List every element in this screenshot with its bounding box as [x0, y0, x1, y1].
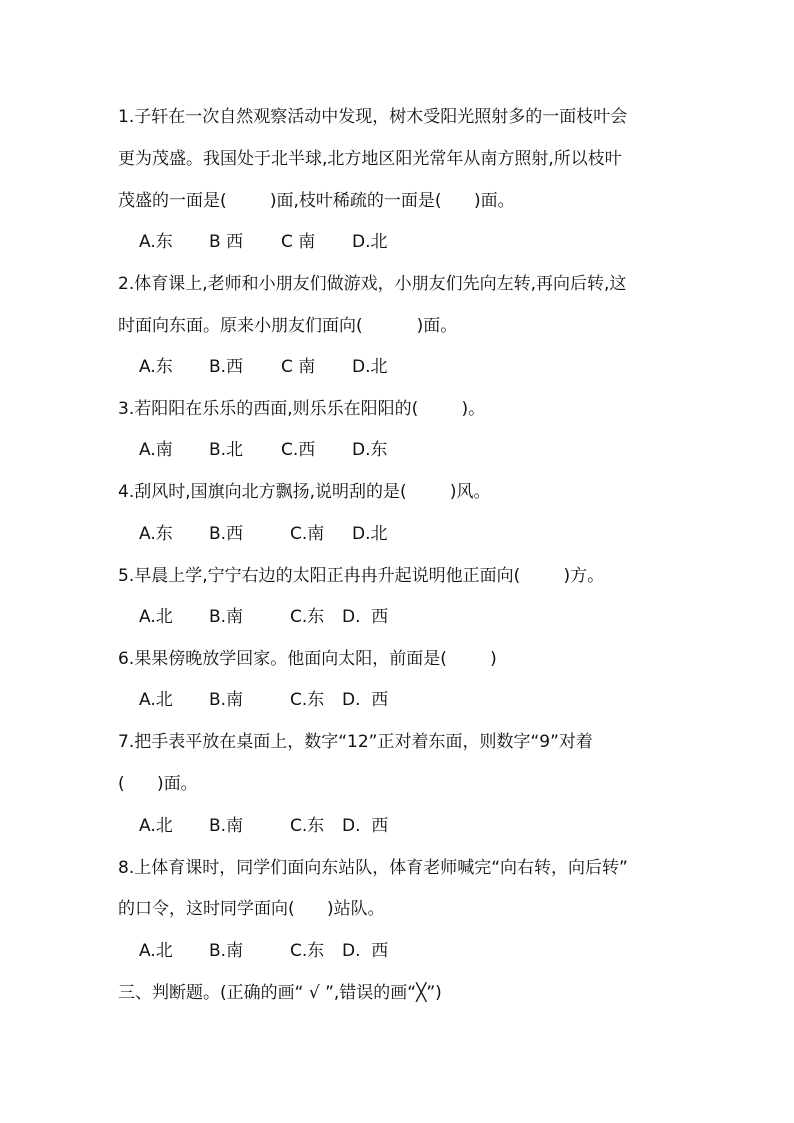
question-2-line-1: 2.体育课上,老师和小朋友们做游戏，小朋友们先向左转,再向后转,这: [118, 274, 627, 294]
question-4-option-b: B.西: [209, 524, 244, 544]
question-3-option-b: B.北: [209, 440, 244, 460]
question-2-option-a: A.东: [139, 357, 173, 377]
question-8-option-d: D. 西: [342, 941, 389, 961]
question-5-line-1: 5.早晨上学,宁宁右边的太阳正冉冉升起说明他正面向( )方。: [118, 566, 605, 586]
question-7-option-c: C.东: [290, 816, 325, 836]
question-5-option-b: B.南: [209, 607, 244, 627]
question-4-option-c: C.南: [290, 524, 325, 544]
question-2-option-b: B.西: [209, 357, 244, 377]
question-2-option-d: D.北: [352, 357, 388, 377]
question-6-option-d: D. 西: [342, 690, 389, 710]
question-1-line-3: 茂盛的一面是( )面,枝叶稀疏的一面是( )面。: [118, 191, 515, 211]
question-6-option-c: C.东: [290, 690, 325, 710]
question-8-option-c: C.东: [290, 941, 325, 961]
question-6-option-b: B.南: [209, 690, 244, 710]
question-5-option-c: C.东: [290, 607, 325, 627]
question-8-line-1: 8.上体育课时，同学们面向东站队，体育老师喊完“向右转，向后转”: [118, 858, 628, 878]
section-heading-judgement: 三、判断题。(正确的画“ √ ”,错误的画“╳”): [118, 983, 442, 1003]
question-7-line-1: 7.把手表平放在桌面上，数字“12”正对着东面，则数字“9”对着: [118, 732, 593, 752]
question-1-line-2: 更为茂盛。我国处于北半球,北方地区阳光常年从南方照射,所以枝叶: [118, 149, 622, 169]
question-3-line-1: 3.若阳阳在乐乐的西面,则乐乐在阳阳的( )。: [118, 399, 486, 419]
question-7-option-a: A.北: [139, 816, 173, 836]
question-7-line-2: ( )面。: [118, 774, 198, 794]
question-3-option-c: C.西: [281, 440, 316, 460]
question-7-option-d: D. 西: [342, 816, 389, 836]
question-4-line-1: 4.刮风时,国旗向北方飘扬,说明刮的是( )风。: [118, 482, 491, 502]
question-1-line-1: 1.子轩在一次自然观察活动中发现，树木受阳光照射多的一面枝叶会: [118, 107, 628, 127]
question-5-option-d: D. 西: [342, 607, 389, 627]
question-1-option-b: B 西: [209, 232, 244, 252]
question-4-option-d: D.北: [352, 524, 388, 544]
question-8-option-a: A.北: [139, 941, 173, 961]
question-8-option-b: B.南: [209, 941, 244, 961]
question-6-option-a: A.北: [139, 690, 173, 710]
question-3-option-d: D.东: [352, 440, 388, 460]
question-7-option-b: B.南: [209, 816, 244, 836]
question-1-option-c: C 南: [281, 232, 316, 252]
question-2-line-2: 时面向东面。原来小朋友们面向( )面。: [118, 316, 458, 336]
question-4-option-a: A.东: [139, 524, 173, 544]
question-5-option-a: A.北: [139, 607, 173, 627]
question-3-option-a: A.南: [139, 440, 173, 460]
question-1-option-d: D.北: [352, 232, 388, 252]
question-2-option-c: C 南: [281, 357, 316, 377]
question-8-line-2: 的口令，这时同学面向( )站队。: [118, 899, 385, 919]
question-6-line-1: 6.果果傍晚放学回家。他面向太阳，前面是( ): [118, 649, 497, 669]
question-1-option-a: A.东: [139, 232, 173, 252]
